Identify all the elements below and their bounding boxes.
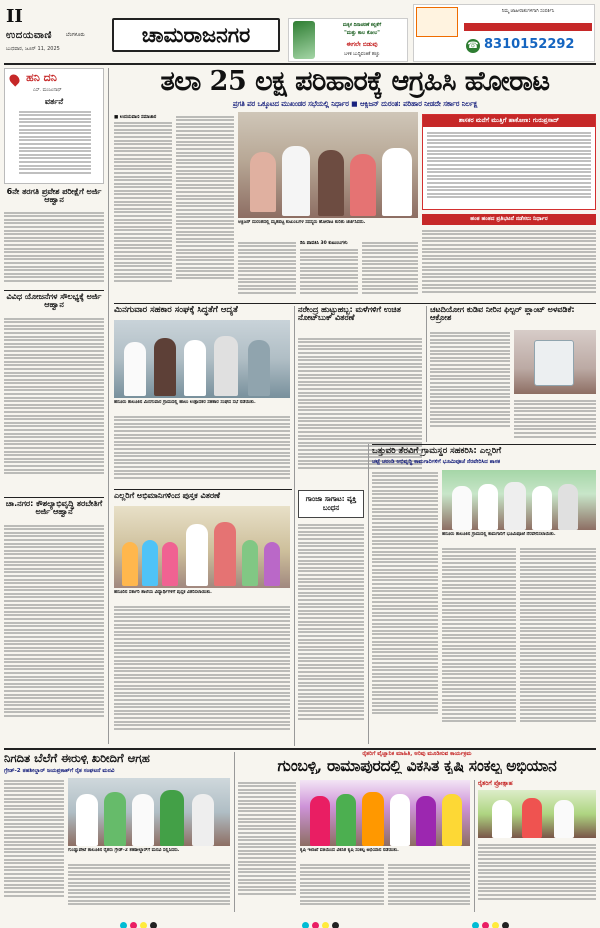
edition-place: ಬೆಂಗಳೂರು xyxy=(66,32,85,38)
dateline-1: ■ ಉದಯವಾಣಿ ಸಮಾಚಾರ xyxy=(114,115,157,120)
photo-person xyxy=(192,794,214,846)
lead-body-col3 xyxy=(238,240,296,300)
books-caption: ಹನೂರಿನ ಸರ್ಕಾರಿ ಶಾಲೆಯ ವಿದ್ಯಾರ್ಥಿಗಳಿಗೆ ಪುಸ್ತಕ ವಿತರಿಸಲಾಯಿತು. xyxy=(114,590,212,595)
ad-line1: ಮಕ್ಕಳ ದಿನಾಚರಣೆ ಕಲ್ಲಿಕೆಗೆ xyxy=(342,23,382,28)
village-body-3 xyxy=(520,546,596,744)
masthead-ad-right[interactable] xyxy=(413,4,595,62)
column-rule-mid3 xyxy=(368,444,369,744)
honey-byline: ಎಸ್. ಮಂಜುನಾಥ್ xyxy=(33,88,62,93)
lead-photo xyxy=(238,112,418,218)
photo-person xyxy=(522,798,542,838)
right-box-body xyxy=(427,130,591,206)
photo-person xyxy=(318,150,344,216)
registration-marks-center xyxy=(300,914,340,928)
oxygen-headline: ಚಟದಿಯೋಗ ಕುಡಿವ ನೀರಿನ ಫಿಲ್ಟರ್ ಪ್ಲಾಂಟ್ ಅಳವಡಿಕೆ: ಆಕ್ರೋಶ xyxy=(430,305,575,323)
lead-body-col1 xyxy=(114,120,172,300)
photo-person xyxy=(248,340,270,396)
masthead-ad-center[interactable] xyxy=(288,18,408,62)
ad-line4: ಬಳಿಕ ಬುದ್ಧಿವಂತಿಕೆ ಹಚ್ಚು xyxy=(344,52,380,57)
photo-person xyxy=(452,486,472,530)
photo-person xyxy=(124,342,146,396)
honey-body xyxy=(19,109,91,181)
photo-person xyxy=(362,792,384,846)
honey-drop-icon xyxy=(7,72,21,86)
photo-person xyxy=(390,794,410,846)
oxygen-body-2 xyxy=(514,398,596,442)
photo-person xyxy=(104,792,126,846)
photo-person xyxy=(558,484,578,530)
photo-adult xyxy=(186,524,208,586)
ganja-headline: ಗಾಂಜಾ ಸಾಗಾಟ: ವ್ಯಕ್ತಿ ಬಂಧನ xyxy=(305,495,357,512)
paper-name: ಉದಯವಾಣಿ xyxy=(6,30,52,41)
milk-body xyxy=(114,414,290,486)
photo-child xyxy=(122,542,138,586)
books-headline: ಎಲ್ಲರಿಗೆ ಅಭಿಮಾನಿಗಳಿಂದ ಪುಸ್ತಕ ವಿತರಣೆ xyxy=(114,491,220,500)
left-divider-2 xyxy=(4,497,104,498)
village-photo xyxy=(442,470,596,530)
village-subhead: ಚಟ್ಟೆ ಚರಂಡಿ ಅಭಿವೃದ್ಧಿ ಕಾಮಗಾರಿಗಳಿಗೆ ಭೂಮಿಪೂಜೆ ನೆರವೇರಿಸಿದ ಶಾಸಕ xyxy=(372,459,501,465)
photo-person xyxy=(442,794,462,846)
village-body-2 xyxy=(442,546,516,744)
krishi-body-3 xyxy=(388,862,470,910)
milk-headline: ಮಿನಗುವಾರ ಸಹಕಾರ ಸಂಘಕ್ಕೆ ಸಿದ್ಧತೆಗೆ ಆದ್ಯತೆ xyxy=(114,305,238,315)
ad-phone[interactable]: 8310152292 xyxy=(484,37,575,52)
photo-person xyxy=(282,146,310,216)
krishi-photo xyxy=(300,780,470,846)
right-box-subhead: ಹಂತ ಹಂತದ ಪ್ರತಿಭಟನೆ ನಡೆಸಲು ನಿರ್ಧಾರ xyxy=(422,214,596,225)
left-body-2 xyxy=(4,316,104,494)
photo-person xyxy=(416,796,436,846)
photo-person xyxy=(504,482,526,530)
ad-line2: "ಮತ್ತು ಕಾಲ ಕೋಲ" xyxy=(344,30,380,36)
photo-person xyxy=(214,336,238,396)
bottom-band-rule xyxy=(4,748,596,750)
oxygen-photo xyxy=(514,330,596,394)
ad-phone-image xyxy=(293,21,315,59)
ganja-body xyxy=(298,522,364,744)
lead-bottom-rule xyxy=(114,303,596,304)
honey-logo-text: ಹನಿ ದನಿ xyxy=(26,71,57,84)
lead-body-col2 xyxy=(176,114,234,300)
photo-person xyxy=(532,486,552,530)
photo-person xyxy=(350,154,376,216)
column-rule-mid2 xyxy=(426,306,427,442)
village-caption: ಹನೂರು ತಾಲೂಕಿನ ಗ್ರಾಮದಲ್ಲಿ ಕಾಮಗಾರಿಗೆ ಭೂಮಿಪೂಜೆ ನೆರವೇರಿಸಲಾಯಿತು. xyxy=(442,532,556,537)
ad-right-text: ನಿಮ್ಮ ಜಾಹೀರಾತುಗಳಿಗಾಗಿ ಸಂಪರ್ಕಿಸಿ xyxy=(501,9,555,14)
ganja-box xyxy=(298,490,364,518)
onion-caption: ಗುಂಡ್ಲುಪೇಟೆ ತಾಲೂಕಿನ ರೈತರು ಗ್ರೇಡ್-2 ತಹಶೀಲ್ದಾರ್‌ಗೆ ಮನವಿ ಸಲ್ಲಿಸಿದರು. xyxy=(68,848,180,853)
krishi-caption: ಕೃಷಿ ಇಲಾಖೆ ವತಿಯಿಂದ ವಿಕಸಿತ ಕೃಷಿ ಸಂಕಲ್ಪ ಅಭಿಯಾನ ನಡೆಯಿತು. xyxy=(300,848,399,853)
books-body xyxy=(114,604,290,744)
photo-person xyxy=(382,148,412,216)
photo-person xyxy=(154,338,176,396)
milk-photo xyxy=(114,320,290,398)
honey-column xyxy=(4,68,104,184)
village-body xyxy=(372,470,438,744)
section-title xyxy=(112,18,280,52)
date-line: ಬುಧವಾರ, ಜೂನ್ 11, 2025 xyxy=(6,46,60,52)
photo-person xyxy=(250,152,276,212)
ad-small-box xyxy=(416,7,458,37)
honey-title: ವರ್ತನೆ xyxy=(44,97,64,106)
photo-person xyxy=(184,340,206,396)
phone-icon: ☎ xyxy=(467,41,479,51)
left-body-1 xyxy=(4,210,104,288)
registration-marks-left xyxy=(118,914,158,928)
section-title-text: ಚಾಮರಾಜನಗರ xyxy=(141,22,251,47)
left-headline-1: 6ನೇ ತರಗತಿ ಪ್ರವೇಶ ಪರೀಕ್ಷೆಗೆ ಅರ್ಜಿ ಆಹ್ವಾನ xyxy=(6,187,102,205)
corner-headline: ರೈತರಿಗೆ ಪ್ರೋತ್ಸಾಹ xyxy=(478,780,513,787)
krishi-body-2 xyxy=(300,862,384,910)
onion-subhead: ಗ್ರೇಡ್-2 ತಹಶೀಲ್ದಾರ್ ಜಯಪ್ರಕಾಶ್‌ಗೆ ರೈತ ಸಂಘಟನೆ ಮನವಿ xyxy=(4,768,115,774)
column-rule-bottom xyxy=(234,752,235,912)
photo-child xyxy=(162,542,178,586)
masthead-rule xyxy=(4,63,596,65)
milk-caption: ಹನೂರು ತಾಲೂಕಿನ ಮಿನಗುವಾರ ಗ್ರಾಮದಲ್ಲಿ ಹಾಲು ಉತ್ಪಾದಕರ ಸಹಕಾರ ಸಂಘದ ಸಭೆ ನಡೆಯಿತು. xyxy=(114,400,256,405)
left-divider-1 xyxy=(4,290,104,291)
mid-row-rule xyxy=(114,489,292,490)
photo-child xyxy=(242,540,258,586)
photo-person xyxy=(132,794,154,846)
lead-photo-caption: ಆಕ್ಸಿಜನ್ ದುರಂತದಲ್ಲಿ ಮೃತಪಟ್ಟ ಕುಟುಂಬಗಳ ಸದಸ್ಯರು ಹೋರಾಟ ಕುರಿತು ಚರ್ಚಿಸಿದರು. xyxy=(238,220,366,225)
onion-headline: ನಿಗದಿತ ಬೆಲೆಗೆ ಈರುಳ್ಳಿ ಖರೀದಿಗೆ ಆಗ್ರಹ xyxy=(4,752,150,765)
photo-person xyxy=(492,800,512,838)
village-top-rule xyxy=(372,444,596,445)
onion-photo xyxy=(68,778,230,846)
krishi-body-1 xyxy=(238,780,296,910)
corner-body xyxy=(478,842,596,910)
village-headline: ಒತ್ತುವರಿ ತೆರವಿಗೆ ಗ್ರಾಮಸ್ಥರ ಸಹಕರಿಸಿ: ಎಲ್ಲರಿಗೆ xyxy=(372,447,502,456)
photo-person xyxy=(160,790,184,846)
books-photo xyxy=(114,506,290,588)
ad-right-band xyxy=(464,23,592,31)
lead-subhead: ಪ್ರಗತಿ ಪರ ಒಕ್ಕೂಟದ ಮುಖಂಡರ ಸಭೆಯಲ್ಲಿ ನಿರ್ಧಾರ ■ ಆಕ್ಸಿಜನ್ ದುರಂತ: ಪರಿಹಾರ ನೀಡದೇ ಸರ್ಕಾರ ನಿರ್ಲಕ್ಷ xyxy=(232,100,478,108)
photo-child xyxy=(142,540,158,586)
corner-photo xyxy=(478,790,596,838)
right-box-headline: ಶಾಸಕರ ಮನೆಗೆ ಮುತ್ತಿಗೆ ಹಾಕೋಣ: ಗುರುಪ್ರಸಾದ್ xyxy=(423,115,595,127)
oxygen-body xyxy=(430,330,510,442)
registration-marks-right xyxy=(470,914,510,928)
lead-headline: ತಲಾ 25 ಲಕ್ಷ ಪರಿಹಾರಕ್ಕೆ ಆಗ್ರಹಿಸಿ ಹೋರಾಟ xyxy=(160,66,550,97)
left-headline-2: ವಿವಿಧ ಯೋಜನೆಗಳ ಸೌಲಭ್ಯಕ್ಕೆ ಅರ್ಜಿ ಆಹ್ವಾನ xyxy=(6,292,102,310)
left-headline-3: ಚಾ.ನಗರ: ಕೌಶಲ್ಯಾಭಿವೃದ್ಧಿ ತರಬೇತಿಗೆ ಅರ್ಜಿ ಆಹ್ವಾನ xyxy=(5,499,103,517)
column-rule-left xyxy=(108,68,109,744)
column-rule-mid1 xyxy=(294,306,295,746)
krishi-headline: ಗುಂಬಳ್ಳಿ, ರಾಮಾಪುರದಲ್ಲಿ ವಿಕಸಿತ ಕೃಷಿ ಸಂಕಲ್ಪ ಅಭಿಯಾನ xyxy=(277,758,557,775)
photo-person xyxy=(554,800,574,838)
photo-person xyxy=(310,796,330,846)
page-number: II xyxy=(6,6,23,27)
photo-person xyxy=(76,794,98,846)
photo-child xyxy=(264,542,280,586)
photo-person xyxy=(478,484,498,530)
onion-body xyxy=(4,778,64,910)
ad-line3: ಈಗಲೇ ಬಿಡುವು xyxy=(346,41,378,48)
rain-headline: ನರೇಂದ್ರ ಹುಟ್ಟುಹಬ್ಬ: ಮಳೆಗಳಿಗೆ ಉಚಿತ ನೋಟ್‌ಬುಕ್ ವಿತರಣೆ xyxy=(298,305,401,323)
lead-body-col4 xyxy=(300,247,358,300)
photo-person xyxy=(336,794,356,846)
lead-col-head: ಡಿಸಿ ಪಾವತಿಸಿ 30 ಕುಟುಂಬಗಳು xyxy=(300,241,348,246)
onion-body-2 xyxy=(68,862,230,910)
right-sub-body xyxy=(422,228,596,300)
krishi-kicker: ರೈತರಿಗೆ ವೈಜ್ಞಾನಿಕ ಮಾಹಿತಿ, ಅರಿವು ಮೂಡಿಸುವ ಕಾರ್ಯಕ್ರಮ xyxy=(362,751,472,757)
column-rule-corner xyxy=(474,780,475,912)
photo-adult xyxy=(214,522,236,586)
photo-tank xyxy=(534,340,574,386)
right-box xyxy=(422,114,596,210)
masthead xyxy=(0,0,600,62)
lead-body-col5 xyxy=(362,240,418,300)
left-body-3 xyxy=(4,523,104,741)
